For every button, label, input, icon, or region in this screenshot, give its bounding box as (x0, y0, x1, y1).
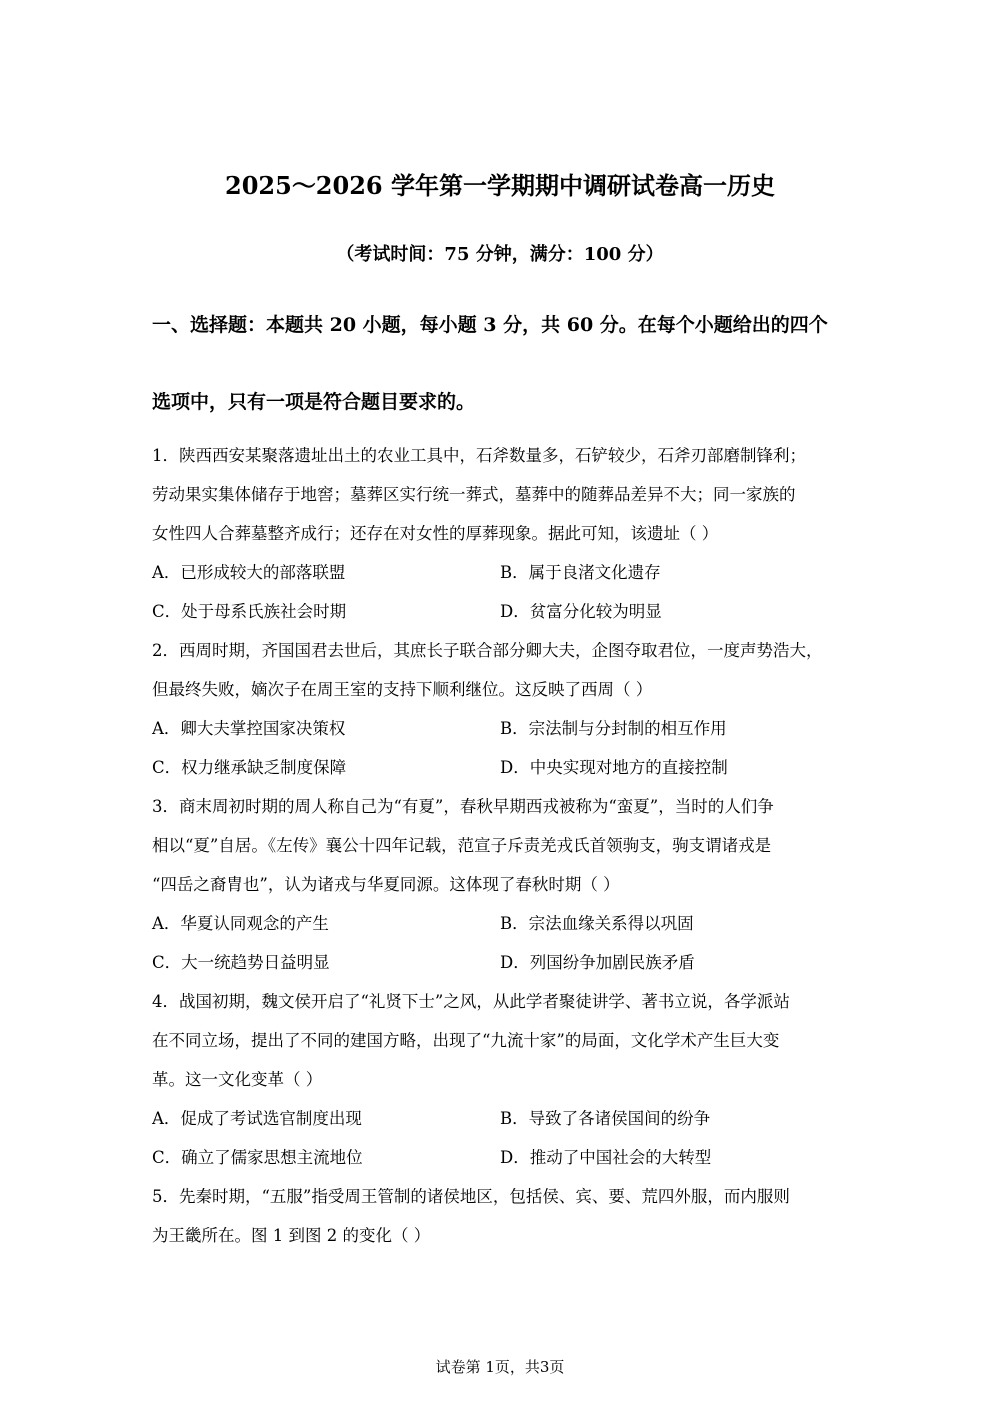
question-3-option-c: C．大一统趋势日益明显 (152, 953, 330, 972)
question-2-line-2: 但最终失败，嫡次子在周王室的支持下顺利继位。这反映了西周（ ） (152, 680, 653, 699)
question-4-option-a: A．促成了考试选官制度出现 (152, 1109, 362, 1128)
question-1-option-c: C．处于母系氏族社会时期 (152, 602, 347, 621)
exam-subtitle: （考试时间：75 分钟，满分：100 分） (336, 244, 664, 265)
question-1-option-d: D．贫富分化较为明显 (500, 602, 662, 621)
question-2-option-a: A．卿大夫掌控国家决策权 (152, 719, 346, 738)
section-heading-line-1: 一、选择题：本题共 20 小题，每小题 3 分，共 60 分。在每个小题给出的四个 (152, 314, 828, 336)
question-3-option-a: A．华夏认同观念的产生 (152, 914, 329, 933)
question-3-line-1: 3．商末周初时期的周人称自己为“有夏”，春秋早期西戎被称为“蛮夏”，当时的人们争 (152, 797, 774, 816)
question-3-line-3: “四岳之裔胄也”，认为诸戎与华夏同源。这体现了春秋时期（ ） (152, 875, 620, 894)
question-2-option-b: B．宗法制与分封制的相互作用 (500, 719, 727, 738)
question-1-line-1: 1．陕西西安某聚落遗址出土的农业工具中，石斧数量多，石铲较少，石斧刃部磨制锋利； (152, 446, 806, 465)
question-4-option-c: C．确立了儒家思想主流地位 (152, 1148, 363, 1167)
question-1-line-3: 女性四人合葬墓整齐成行；还存在对女性的厚葬现象。据此可知，该遗址（ ） (152, 524, 719, 543)
question-4-option-b: B．导致了各诸侯国间的纷争 (500, 1109, 711, 1128)
question-1-option-a: A．已形成较大的部落联盟 (152, 563, 346, 582)
question-4-line-1: 4．战国初期，魏文侯开启了“礼贤下士”之风，从此学者聚徒讲学、著书立说，各学派站 (152, 992, 790, 1011)
question-4-line-2: 在不同立场，提出了不同的建国方略，出现了“九流十家”的局面，文化学术产生巨大变 (152, 1031, 780, 1050)
exam-title: 2025～2026 学年第一学期期中调研试卷高一历史 (225, 171, 775, 200)
question-2-option-c: C．权力继承缺乏制度保障 (152, 758, 347, 777)
page-footer: 试卷第 1页，共3页 (435, 1358, 565, 1376)
question-1-option-b: B．属于良渚文化遗存 (500, 563, 661, 582)
question-5-line-2: 为王畿所在。图 1 到图 2 的变化（ ） (152, 1226, 431, 1245)
question-3-line-2: 相以“夏”自居。《左传》襄公十四年记载，范宣子斥责羌戎氏首领驹支，驹支谓诸戎是 (152, 836, 772, 855)
question-5-line-1: 5．先秦时期，“五服”指受周王管制的诸侯地区，包括侯、宾、要、荒四外服，而内服则 (152, 1187, 790, 1206)
question-2-line-1: 2．西周时期，齐国国君去世后，其庶长子联合部分卿大夫，企图夺取君位，一度声势浩大， (152, 641, 823, 660)
question-4-option-d: D．推动了中国社会的大转型 (500, 1148, 712, 1167)
question-3-option-d: D．列国纷争加剧民族矛盾 (500, 953, 695, 972)
question-1-line-2: 劳动果实集体储存于地窖；墓葬区实行统一葬式，墓葬中的随葬品差异不大；同一家族的 (152, 485, 796, 504)
question-3-option-b: B．宗法血缘关系得以巩固 (500, 914, 694, 933)
question-4-line-3: 革。这一文化变革（ ） (152, 1070, 323, 1089)
section-heading-line-2: 选项中，只有一项是符合题目要求的。 (152, 391, 476, 413)
question-2-option-d: D．中央实现对地方的直接控制 (500, 758, 728, 777)
